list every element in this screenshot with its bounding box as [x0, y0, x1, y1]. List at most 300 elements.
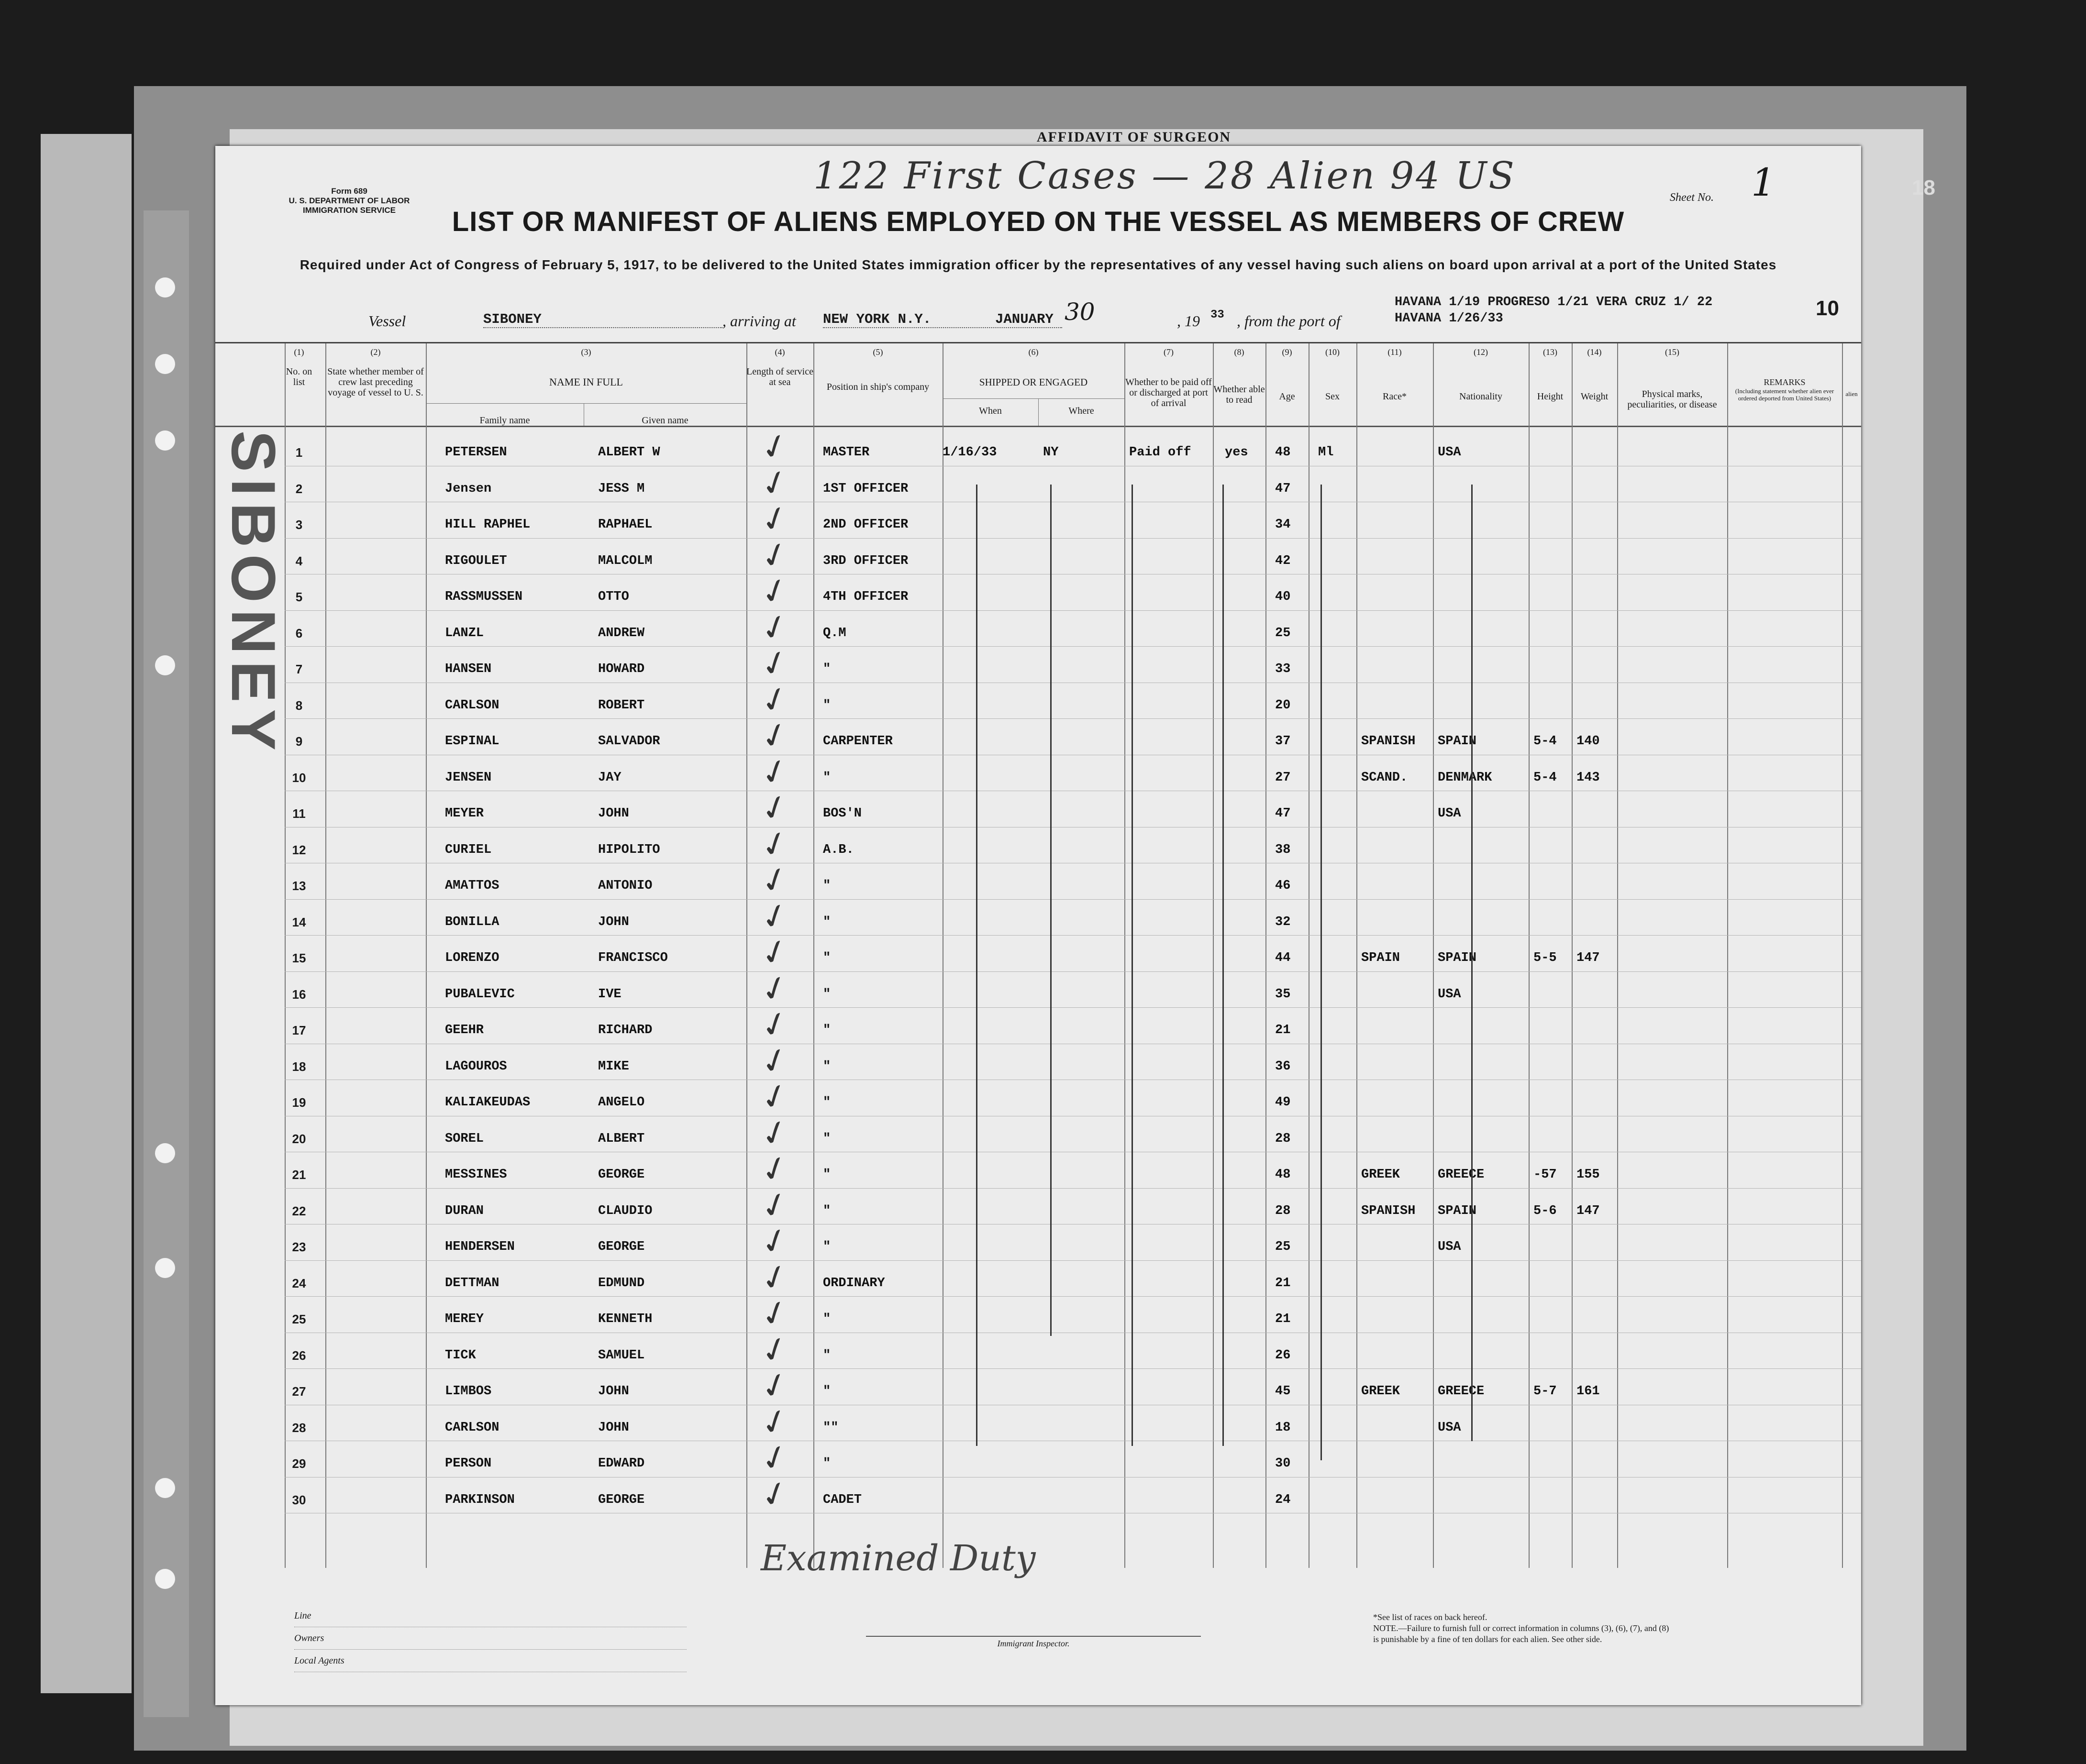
- vessel-stamp: SIBONEY: [219, 430, 288, 758]
- column-rule: [1727, 343, 1728, 1568]
- row-position: ": [823, 1203, 831, 1218]
- col11-header: Race*: [1383, 391, 1407, 402]
- row-age: 28: [1275, 1203, 1291, 1218]
- row-family-name: LANZL: [445, 626, 484, 640]
- col8-header: Whether able to read: [1213, 384, 1265, 405]
- ditto-line-nationality: [1471, 485, 1473, 1441]
- service-check-mark-icon: ✓: [755, 532, 794, 578]
- col3-header: NAME IN FULL: [549, 376, 623, 388]
- row-number: 2: [295, 481, 303, 496]
- row-rule: [285, 646, 1861, 647]
- vessel-line: [215, 295, 1861, 336]
- col17-header: alien: [1845, 390, 1858, 397]
- from-ports-line2: HAVANA 1/26/33: [1395, 311, 1503, 326]
- row-position: BOS'N: [823, 806, 862, 821]
- row-rule: [285, 718, 1861, 719]
- col15-number: (15): [1665, 347, 1679, 357]
- binder-hole: [155, 1143, 175, 1163]
- col7-number: (7): [1164, 347, 1174, 357]
- from-ports-line1: HAVANA 1/19 PROGRESO 1/21 VERA CRUZ 1/ 22: [1395, 295, 1713, 309]
- col2-header: State whether member of crew last preceding voyage of vessel to U. S.: [327, 366, 424, 398]
- col6-header: SHIPPED OR ENGAGED: [979, 376, 1088, 388]
- row-age: 47: [1275, 806, 1291, 821]
- column-rule: [1213, 343, 1214, 1568]
- row-number: 11: [292, 806, 306, 821]
- inspector-signature-line: Immigrant Inspector.: [866, 1636, 1201, 1649]
- col14-header: Weight: [1580, 391, 1609, 402]
- row-given-name: FRANCISCO: [598, 951, 668, 965]
- ditto-line-when: [976, 485, 977, 1446]
- row-nationality: USA: [1438, 806, 1461, 821]
- row-height: -57: [1533, 1168, 1557, 1182]
- col4-header: Length of service at sea: [746, 366, 813, 387]
- row-nationality: GREECE: [1438, 1384, 1485, 1399]
- row-nationality: GREECE: [1438, 1168, 1485, 1182]
- row-position: ": [823, 1312, 831, 1326]
- row-number: 26: [292, 1348, 306, 1363]
- row-age: 21: [1275, 1312, 1291, 1326]
- column-rule: [1265, 343, 1266, 1568]
- row-age: 48: [1275, 1168, 1291, 1182]
- row-number: 7: [295, 662, 303, 676]
- ditto-line-where: [1050, 485, 1052, 1336]
- binder-hole: [155, 430, 175, 451]
- row-given-name: RAPHAEL: [598, 518, 653, 532]
- row-given-name: ALBERT: [598, 1131, 645, 1146]
- col10-number: (10): [1325, 347, 1340, 357]
- service-check-mark-icon: ✓: [755, 893, 794, 939]
- footnote-note: NOTE.—Failure to furnish full or correct information in columns (3), (6), (7), and (8): [1373, 1623, 1669, 1633]
- row-position: ": [823, 1456, 831, 1471]
- row-weight: 147: [1576, 951, 1600, 965]
- col3-number: (3): [581, 347, 591, 357]
- header-rule: [215, 426, 1861, 427]
- row-race: SPANISH: [1361, 734, 1416, 749]
- row-family-name: HENDERSEN: [445, 1240, 515, 1254]
- page-title: LIST OR MANIFEST OF ALIENS EMPLOYED ON THE VESSEL AS MEMBERS OF CREW: [452, 206, 1625, 237]
- service-check-mark-icon: ✓: [755, 568, 794, 615]
- service-check-mark-icon: ✓: [755, 1290, 794, 1337]
- row-rule: [285, 1188, 1861, 1189]
- ditto-line-read: [1222, 485, 1224, 1446]
- row-given-name: IVE: [598, 987, 621, 1002]
- row-given-name: SAMUEL: [598, 1348, 645, 1363]
- row-rule: [285, 1368, 1861, 1369]
- row-number: 17: [292, 1023, 306, 1037]
- row-position: MASTER: [823, 445, 870, 460]
- row-nationality: DENMARK: [1438, 770, 1492, 785]
- row-rule: [285, 1296, 1861, 1297]
- row-number: 16: [292, 987, 306, 1002]
- vessel-name: SIBONEY: [483, 311, 722, 328]
- column-rule: [1433, 343, 1434, 1568]
- row-given-name: EDWARD: [598, 1456, 645, 1471]
- row-nationality: USA: [1438, 1240, 1461, 1254]
- row-position: ORDINARY: [823, 1276, 885, 1290]
- row-number: 15: [292, 951, 306, 965]
- row-age: 21: [1275, 1276, 1291, 1290]
- row-age: 27: [1275, 770, 1291, 785]
- row-age: 40: [1275, 590, 1291, 604]
- row-family-name: RIGOULET: [445, 553, 507, 568]
- row-number: 28: [292, 1420, 306, 1435]
- row-position: 4TH OFFICER: [823, 590, 909, 604]
- row-family-name: LIMBOS: [445, 1384, 492, 1399]
- footnote-fine: is punishable by a fine of ten dollars for each alien. See other side.: [1373, 1634, 1602, 1644]
- year-label: , 19: [1177, 312, 1200, 330]
- row-given-name: JOHN: [598, 1384, 629, 1399]
- row-number: 19: [292, 1095, 306, 1110]
- row-sex: Ml: [1318, 445, 1334, 460]
- row-weight: 161: [1576, 1384, 1600, 1399]
- service-check-mark-icon: ✓: [755, 857, 794, 904]
- row-age: 42: [1275, 553, 1291, 568]
- background-left-sheet: [41, 134, 132, 1693]
- row-number: 27: [292, 1384, 306, 1399]
- manifest-page: [215, 146, 1861, 1705]
- row-family-name: AMATTOS: [445, 879, 499, 893]
- row-family-name: MESSINES: [445, 1168, 507, 1182]
- row-position: ": [823, 1384, 831, 1399]
- service-check-mark-icon: ✓: [755, 749, 794, 795]
- row-given-name: ANTONIO: [598, 879, 653, 893]
- row-given-name: JAY: [598, 770, 621, 785]
- row-family-name: CARLSON: [445, 698, 499, 713]
- row-age: 28: [1275, 1131, 1291, 1146]
- column-rule: [1617, 343, 1618, 1568]
- footer-owners-label: Owners: [294, 1627, 687, 1650]
- row-able-to-read: yes: [1225, 445, 1248, 460]
- row-nationality: USA: [1438, 1420, 1461, 1435]
- row-age: 38: [1275, 842, 1291, 857]
- row-race: SCAND.: [1361, 770, 1408, 785]
- col2-number: (2): [370, 347, 381, 357]
- service-check-mark-icon: ✓: [755, 821, 794, 867]
- row-family-name: JENSEN: [445, 770, 492, 785]
- col1-header: No. on list: [286, 366, 312, 387]
- col5-header: Position in ship's company: [826, 382, 930, 392]
- row-family-name: MEREY: [445, 1312, 484, 1326]
- row-number: 25: [292, 1312, 306, 1326]
- row-family-name: KALIAKEUDAS: [445, 1095, 531, 1110]
- row-given-name: GEORGE: [598, 1168, 645, 1182]
- col14-number: (14): [1587, 347, 1602, 357]
- row-rule: [285, 538, 1861, 539]
- row-age: 32: [1275, 915, 1291, 929]
- arrival-year: 33: [1210, 309, 1224, 321]
- column-rule: [325, 343, 326, 1568]
- arrival-day: 30: [1065, 298, 1095, 326]
- row-age: 18: [1275, 1420, 1291, 1435]
- service-check-mark-icon: ✓: [755, 1326, 794, 1373]
- row-number: 9: [295, 734, 303, 749]
- column-rule: [1356, 343, 1357, 1568]
- col1-number: (1): [294, 347, 304, 357]
- row-rule: [285, 935, 1861, 936]
- row-family-name: RASSMUSSEN: [445, 590, 523, 604]
- row-age: 47: [1275, 481, 1291, 496]
- row-given-name: GEORGE: [598, 1240, 645, 1254]
- handwritten-note-bottom: Examined Duty: [761, 1538, 1036, 1579]
- row-family-name: LAGOUROS: [445, 1059, 507, 1074]
- arriving-label: , arriving at: [722, 312, 796, 330]
- form-service: IMMIGRATION SERVICE: [303, 206, 396, 215]
- row-family-name: DETTMAN: [445, 1276, 499, 1290]
- service-check-mark-icon: ✓: [755, 1471, 794, 1517]
- service-check-mark-icon: ✓: [755, 640, 794, 687]
- row-position: ": [823, 879, 831, 893]
- crew-manifest-table: [215, 342, 1861, 1568]
- row-family-name: TICK: [445, 1348, 476, 1363]
- row-number: 23: [292, 1240, 306, 1254]
- row-rule: [285, 971, 1861, 972]
- binder-hole: [155, 354, 175, 374]
- row-paid-off: Paid off: [1129, 445, 1191, 460]
- service-check-mark-icon: ✓: [755, 1001, 794, 1048]
- col3-family-header: Family name: [479, 415, 530, 426]
- row-given-name: EDMUND: [598, 1276, 645, 1290]
- row-age: 35: [1275, 987, 1291, 1002]
- row-given-name: ROBERT: [598, 698, 645, 713]
- row-given-name: SALVADOR: [598, 734, 660, 749]
- form-department: U. S. DEPARTMENT OF LABOR: [288, 196, 410, 205]
- row-position: ": [823, 662, 831, 676]
- row-age: 25: [1275, 626, 1291, 640]
- col13-number: (13): [1543, 347, 1557, 357]
- column-rule: [1842, 343, 1843, 1568]
- row-position: ": [823, 1059, 831, 1074]
- service-check-mark-icon: ✓: [755, 784, 794, 831]
- row-age: 45: [1275, 1384, 1291, 1399]
- row-number: 12: [292, 842, 306, 857]
- row-position: ": [823, 987, 831, 1002]
- row-family-name: PETERSEN: [445, 445, 507, 460]
- row-position: ": [823, 951, 831, 965]
- row-position: 1ST OFFICER: [823, 481, 909, 496]
- row-number: 21: [292, 1168, 306, 1182]
- row-height: 5-4: [1533, 734, 1557, 749]
- row-height: 5-6: [1533, 1203, 1557, 1218]
- vessel-list-number: 10: [1816, 297, 1839, 320]
- column-rule: [1529, 343, 1530, 1568]
- row-age: 46: [1275, 879, 1291, 893]
- col3-given-header: Given name: [642, 415, 688, 426]
- row-age: 33: [1275, 662, 1291, 676]
- footer-signature-lines: [294, 1605, 687, 1672]
- column-rule: [813, 343, 814, 1568]
- row-number: 8: [295, 698, 303, 713]
- affidavit-title: AFFIDAVIT OF SURGEON: [1036, 129, 1232, 145]
- row-number: 30: [292, 1492, 306, 1507]
- row-family-name: HANSEN: [445, 662, 492, 676]
- col16-header: REMARKS: [1764, 377, 1806, 387]
- col11-number: (11): [1387, 347, 1402, 357]
- row-height: 5-4: [1533, 770, 1557, 785]
- col12-number: (12): [1474, 347, 1488, 357]
- row-number: 24: [292, 1276, 306, 1290]
- row-family-name: CURIEL: [445, 842, 492, 857]
- row-number: 1: [295, 445, 303, 460]
- row-number: 4: [295, 553, 303, 568]
- row-given-name: CLAUDIO: [598, 1203, 653, 1218]
- row-rule: [285, 1007, 1861, 1008]
- row-age: 25: [1275, 1240, 1291, 1254]
- row-family-name: ESPINAL: [445, 734, 499, 749]
- row-position: "": [823, 1420, 839, 1435]
- row-nationality: SPAIN: [1438, 1203, 1477, 1218]
- name-group-rule: [426, 403, 746, 404]
- row-height: 5-7: [1533, 1384, 1557, 1399]
- col4-number: (4): [775, 347, 785, 357]
- row-family-name: HILL RAPHEL: [445, 518, 531, 532]
- row-age: 26: [1275, 1348, 1291, 1363]
- col13-header: Height: [1537, 391, 1564, 402]
- row-given-name: MIKE: [598, 1059, 629, 1074]
- row-position: A.B.: [823, 842, 854, 857]
- row-height: 5-5: [1533, 951, 1557, 965]
- row-number: 13: [292, 879, 306, 893]
- row-age: 36: [1275, 1059, 1291, 1074]
- row-nationality: USA: [1438, 445, 1461, 460]
- row-age: 37: [1275, 734, 1291, 749]
- row-rule: [285, 899, 1861, 900]
- service-check-mark-icon: ✓: [755, 1362, 794, 1409]
- row-position: CARPENTER: [823, 734, 893, 749]
- col10-header: Sex: [1325, 391, 1340, 402]
- row-number: 14: [292, 915, 306, 929]
- row-given-name: JOHN: [598, 1420, 629, 1435]
- col5-number: (5): [873, 347, 883, 357]
- row-family-name: PARKINSON: [445, 1492, 515, 1507]
- row-position: ": [823, 915, 831, 929]
- row-given-name: HOWARD: [598, 662, 645, 676]
- page-subtitle: Required under Act of Congress of February 5, 1917, to be delivered to the United States immigration officer by the representatives of any vessel having such aliens on board upon arrival at a port of the United States: [300, 257, 1777, 272]
- row-nationality: USA: [1438, 987, 1461, 1002]
- row-family-name: Jensen: [445, 481, 492, 496]
- row-rule: [285, 1260, 1861, 1261]
- row-position: ": [823, 1348, 831, 1363]
- col15-header: Physical marks, peculiarities, or disease: [1627, 389, 1717, 410]
- row-family-name: GEEHR: [445, 1023, 484, 1037]
- form-number: Form 689: [331, 187, 367, 196]
- row-given-name: ANDREW: [598, 626, 645, 640]
- col9-number: (9): [1282, 347, 1292, 357]
- row-given-name: ALBERT W: [598, 445, 660, 460]
- row-family-name: SOREL: [445, 1131, 484, 1146]
- footnote-races: *See list of races on back hereof.: [1373, 1612, 1487, 1622]
- col6-when-header: When: [979, 406, 1002, 416]
- col12-header: Nationality: [1459, 391, 1502, 402]
- binder-hole: [155, 277, 175, 298]
- row-position: ": [823, 1131, 831, 1146]
- col6-number: (6): [1028, 347, 1039, 357]
- service-check-mark-icon: ✓: [755, 604, 794, 650]
- row-number: 18: [292, 1059, 306, 1074]
- page-mark: 18: [1912, 176, 1935, 199]
- service-check-mark-icon: ✓: [755, 712, 794, 759]
- row-age: 20: [1275, 698, 1291, 713]
- row-shipped-when: 1/16/33: [943, 445, 997, 460]
- column-rule: [1124, 343, 1125, 1568]
- row-number: 6: [295, 626, 303, 640]
- row-race: SPAIN: [1361, 951, 1400, 965]
- row-given-name: JOHN: [598, 915, 629, 929]
- row-age: 21: [1275, 1023, 1291, 1037]
- row-age: 24: [1275, 1492, 1291, 1507]
- row-position: ": [823, 1095, 831, 1110]
- row-age: 44: [1275, 951, 1291, 965]
- row-given-name: GEORGE: [598, 1492, 645, 1507]
- row-age: 34: [1275, 518, 1291, 532]
- service-check-mark-icon: ✓: [755, 1399, 794, 1445]
- row-family-name: BONILLA: [445, 915, 499, 929]
- row-race: SPANISH: [1361, 1203, 1416, 1218]
- ditto-line-sex: [1320, 485, 1322, 1460]
- column-rule: [1572, 343, 1573, 1568]
- service-check-mark-icon: ✓: [755, 676, 794, 723]
- row-number: 5: [295, 590, 303, 604]
- column-rule: [426, 343, 427, 1568]
- col8-number: (8): [1234, 347, 1244, 357]
- arrival-month: JANUARY: [995, 311, 1054, 327]
- row-weight: 155: [1576, 1168, 1600, 1182]
- service-check-mark-icon: ✓: [755, 1037, 794, 1084]
- footnote: [1373, 1612, 1669, 1645]
- row-family-name: DURAN: [445, 1203, 484, 1218]
- sheet-label: Sheet No.: [1670, 191, 1714, 204]
- arrival-port: NEW YORK N.Y.: [823, 311, 1062, 328]
- service-check-mark-icon: ✓: [755, 423, 794, 470]
- service-check-mark-icon: ✓: [755, 1434, 794, 1481]
- footer-line-label: Line: [294, 1605, 687, 1627]
- row-family-name: PUBALEVIC: [445, 987, 515, 1002]
- row-rule: [285, 610, 1861, 611]
- row-given-name: KENNETH: [598, 1312, 653, 1326]
- row-given-name: ANGELO: [598, 1095, 645, 1110]
- row-position: Q.M: [823, 626, 846, 640]
- row-race: GREEK: [1361, 1384, 1400, 1399]
- binder-hole: [155, 1478, 175, 1498]
- vessel-label: Vessel: [368, 312, 406, 330]
- row-age: 49: [1275, 1095, 1291, 1110]
- col6-where-header: Where: [1068, 406, 1094, 416]
- service-check-mark-icon: ✓: [755, 929, 794, 976]
- row-nationality: SPAIN: [1438, 734, 1477, 749]
- row-number: 20: [292, 1131, 306, 1146]
- row-given-name: JOHN: [598, 806, 629, 821]
- shipped-split-rule: [1038, 398, 1039, 426]
- row-nationality: SPAIN: [1438, 951, 1477, 965]
- row-number: 29: [292, 1456, 306, 1471]
- service-check-mark-icon: ✓: [755, 496, 794, 542]
- row-position: ": [823, 770, 831, 785]
- binder-hole: [155, 655, 175, 675]
- row-shipped-where: NY: [1043, 445, 1059, 460]
- row-family-name: PERSON: [445, 1456, 492, 1471]
- footer-agents-label: Local Agents: [294, 1650, 687, 1672]
- row-given-name: MALCOLM: [598, 553, 653, 568]
- col16-note: (Including statement whether alien ever ordered deported from United States): [1735, 387, 1834, 402]
- row-weight: 147: [1576, 1203, 1600, 1218]
- row-weight: 143: [1576, 770, 1600, 785]
- service-check-mark-icon: ✓: [755, 1146, 794, 1192]
- row-position: CADET: [823, 1492, 862, 1507]
- row-race: GREEK: [1361, 1168, 1400, 1182]
- column-rule: [746, 343, 747, 1568]
- service-check-mark-icon: ✓: [755, 1110, 794, 1156]
- binder-hole: [155, 1258, 175, 1278]
- row-number: 10: [292, 770, 306, 785]
